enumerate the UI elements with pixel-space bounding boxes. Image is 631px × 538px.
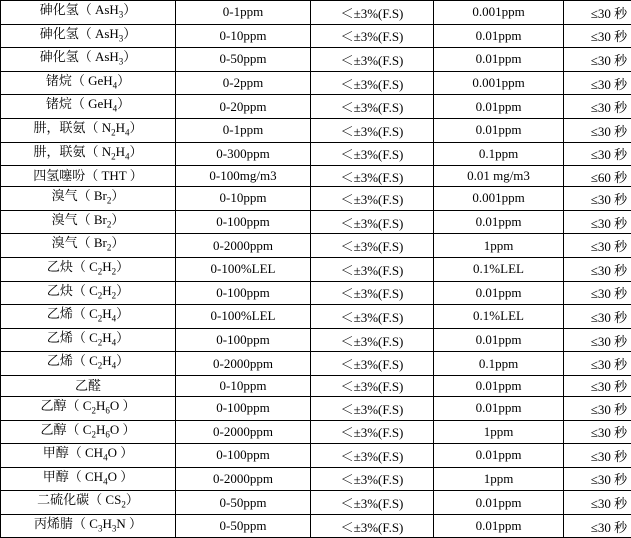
cell-measuring-range: 0-10ppm xyxy=(176,375,311,396)
cell-gas-name: 溴气（ $Br_2$） xyxy=(1,187,176,211)
cell-response-time: ≤30 秒 xyxy=(564,420,631,444)
cell-resolution: 0.01 mg/m3 xyxy=(434,166,564,187)
cell-resolution: 0.01ppm xyxy=(434,375,564,396)
cell-gas-name: 乙烯（ $C_2H_4$） xyxy=(1,352,176,376)
table-row xyxy=(1,281,631,305)
cell-measuring-range: 0-50ppm xyxy=(176,514,311,538)
cell-measuring-range: 0-100%LEL xyxy=(176,257,311,281)
cell-gas-name: 肼，联氨（ $N_2H_4$） xyxy=(1,142,176,166)
table-row xyxy=(1,352,631,376)
cell-measuring-range: 0-2000ppm xyxy=(176,420,311,444)
cell-measuring-range: 0-100ppm xyxy=(176,328,311,352)
cell-resolution: 0.01ppm xyxy=(434,514,564,538)
table-row xyxy=(1,514,631,538)
cell-resolution: 0.1%LEL xyxy=(434,305,564,329)
cell-resolution: 0.01ppm xyxy=(434,48,564,72)
cell-gas-name: 砷化氢（ AsH$_3$） xyxy=(1,24,176,48)
table-row xyxy=(1,328,631,352)
cell-measuring-range: 0-100ppm xyxy=(176,210,311,234)
cell-gas-name: 乙醇（ $C_2H_6O$ ） xyxy=(1,396,176,420)
cell-gas-name: 丙烯腈（ $C_3H_3N$ ） xyxy=(1,514,176,538)
cell-accuracy: ＜±3%(F.S) xyxy=(311,71,434,95)
cell-accuracy: ＜±3%(F.S) xyxy=(311,24,434,48)
cell-measuring-range: 0-100mg/m3 xyxy=(176,166,311,187)
table-row xyxy=(1,95,631,119)
cell-resolution: 1ppm xyxy=(434,420,564,444)
cell-resolution: 0.01ppm xyxy=(434,396,564,420)
cell-accuracy: ＜±3%(F.S) xyxy=(311,328,434,352)
cell-resolution: 0.001ppm xyxy=(434,187,564,211)
cell-response-time: ≤60 秒 xyxy=(564,166,631,187)
cell-accuracy: ＜±3%(F.S) xyxy=(311,48,434,72)
cell-response-time: ≤30 秒 xyxy=(564,71,631,95)
cell-accuracy: ＜±3%(F.S) xyxy=(311,187,434,211)
table-row xyxy=(1,1,631,25)
cell-response-time: ≤30 秒 xyxy=(564,95,631,119)
cell-accuracy: ＜±3%(F.S) xyxy=(311,420,434,444)
cell-measuring-range: 0-2000ppm xyxy=(176,467,311,491)
table-row xyxy=(1,257,631,281)
cell-gas-name: 甲醇（ $CH_4O$ ） xyxy=(1,444,176,468)
cell-gas-name: 乙炔（ $C_2H_2$） xyxy=(1,257,176,281)
cell-gas-name: 锗烷（ GeH$_4$） xyxy=(1,71,176,95)
cell-resolution: 0.01ppm xyxy=(434,491,564,515)
table-row xyxy=(1,210,631,234)
cell-gas-name: 乙醛 xyxy=(1,375,176,396)
cell-accuracy: ＜±3%(F.S) xyxy=(311,118,434,142)
cell-response-time: ≤30 秒 xyxy=(564,234,631,258)
cell-measuring-range: 0-10ppm xyxy=(176,187,311,211)
cell-measuring-range: 0-50ppm xyxy=(176,491,311,515)
cell-measuring-range: 0-10ppm xyxy=(176,24,311,48)
cell-accuracy: ＜±3%(F.S) xyxy=(311,514,434,538)
cell-response-time: ≤30 秒 xyxy=(564,444,631,468)
cell-accuracy: ＜±3%(F.S) xyxy=(311,257,434,281)
table-row xyxy=(1,305,631,329)
cell-resolution: 0.01ppm xyxy=(434,444,564,468)
cell-resolution: 0.01ppm xyxy=(434,95,564,119)
cell-response-time: ≤30 秒 xyxy=(564,352,631,376)
cell-gas-name: 肼，联氨（ $N_2H_4$） xyxy=(1,118,176,142)
cell-gas-name: 乙醇（ $C_2H_6O$ ） xyxy=(1,420,176,444)
cell-response-time: ≤30 秒 xyxy=(564,281,631,305)
cell-measuring-range: 0-2000ppm xyxy=(176,234,311,258)
cell-measuring-range: 0-100ppm xyxy=(176,444,311,468)
cell-response-time: ≤30 秒 xyxy=(564,187,631,211)
cell-accuracy: ＜±3%(F.S) xyxy=(311,352,434,376)
cell-measuring-range: 0-1ppm xyxy=(176,118,311,142)
cell-gas-name: 乙炔（ $C_2H_2$） xyxy=(1,281,176,305)
cell-measuring-range: 0-100%LEL xyxy=(176,305,311,329)
cell-response-time: ≤30 秒 xyxy=(564,514,631,538)
cell-measuring-range: 0-20ppm xyxy=(176,95,311,119)
cell-response-time: ≤30 秒 xyxy=(564,375,631,396)
cell-gas-name: 锗烷（ GeH$_4$） xyxy=(1,95,176,119)
cell-accuracy: ＜±3%(F.S) xyxy=(311,375,434,396)
cell-response-time: ≤30 秒 xyxy=(564,467,631,491)
cell-resolution: 1ppm xyxy=(434,467,564,491)
cell-resolution: 0.01ppm xyxy=(434,24,564,48)
cell-response-time: ≤30 秒 xyxy=(564,328,631,352)
table-row xyxy=(1,166,631,187)
cell-accuracy: ＜±3%(F.S) xyxy=(311,142,434,166)
cell-response-time: ≤30 秒 xyxy=(564,48,631,72)
cell-resolution: 0.1%LEL xyxy=(434,257,564,281)
cell-resolution: 0.1ppm xyxy=(434,142,564,166)
cell-gas-name: 乙烯（ $C_2H_4$） xyxy=(1,328,176,352)
cell-gas-name: 溴气（ $Br_2$） xyxy=(1,210,176,234)
cell-measuring-range: 0-2000ppm xyxy=(176,352,311,376)
table-row xyxy=(1,396,631,420)
table-row xyxy=(1,491,631,515)
cell-measuring-range: 0-100ppm xyxy=(176,281,311,305)
cell-resolution: 0.01ppm xyxy=(434,210,564,234)
cell-measuring-range: 0-100ppm xyxy=(176,396,311,420)
cell-measuring-range: 0-2ppm xyxy=(176,71,311,95)
table-row xyxy=(1,375,631,396)
cell-resolution: 0.01ppm xyxy=(434,328,564,352)
cell-response-time: ≤30 秒 xyxy=(564,118,631,142)
cell-response-time: ≤30 秒 xyxy=(564,257,631,281)
cell-measuring-range: 0-300ppm xyxy=(176,142,311,166)
cell-resolution: 0.1ppm xyxy=(434,352,564,376)
cell-response-time: ≤30 秒 xyxy=(564,305,631,329)
cell-accuracy: ＜±3%(F.S) xyxy=(311,166,434,187)
cell-accuracy: ＜±3%(F.S) xyxy=(311,95,434,119)
cell-response-time: ≤30 秒 xyxy=(564,142,631,166)
cell-gas-name: 二硫化碳（ $CS_2$） xyxy=(1,491,176,515)
cell-accuracy: ＜±3%(F.S) xyxy=(311,491,434,515)
cell-measuring-range: 0-50ppm xyxy=(176,48,311,72)
table-row xyxy=(1,71,631,95)
cell-resolution: 0.01ppm xyxy=(434,281,564,305)
cell-gas-name: 甲醇（ $CH_4O$ ） xyxy=(1,467,176,491)
cell-gas-name: 乙烯（ $C_2H_4$） xyxy=(1,305,176,329)
cell-gas-name: 四氢噻吩（ THT ） xyxy=(1,166,176,187)
table-row xyxy=(1,142,631,166)
table-row xyxy=(1,420,631,444)
table-row xyxy=(1,444,631,468)
cell-gas-name: 溴气（ $Br_2$） xyxy=(1,234,176,258)
cell-response-time: ≤30 秒 xyxy=(564,24,631,48)
cell-gas-name: 砷化氢（ AsH$_3$） xyxy=(1,48,176,72)
cell-response-time: ≤30 秒 xyxy=(564,210,631,234)
cell-accuracy: ＜±3%(F.S) xyxy=(311,1,434,25)
cell-gas-name: 砷化氢（ AsH$_3$） xyxy=(1,1,176,25)
table-row xyxy=(1,48,631,72)
table-row xyxy=(1,467,631,491)
cell-resolution: 0.001ppm xyxy=(434,1,564,25)
cell-accuracy: ＜±3%(F.S) xyxy=(311,281,434,305)
cell-response-time: ≤30 秒 xyxy=(564,1,631,25)
table-row xyxy=(1,24,631,48)
cell-measuring-range: 0-1ppm xyxy=(176,1,311,25)
cell-accuracy: ＜±3%(F.S) xyxy=(311,210,434,234)
table-body xyxy=(1,1,631,538)
cell-resolution: 1ppm xyxy=(434,234,564,258)
cell-resolution: 0.01ppm xyxy=(434,118,564,142)
table-row xyxy=(1,234,631,258)
cell-accuracy: ＜±3%(F.S) xyxy=(311,234,434,258)
cell-accuracy: ＜±3%(F.S) xyxy=(311,305,434,329)
cell-response-time: ≤30 秒 xyxy=(564,491,631,515)
cell-resolution: 0.001ppm xyxy=(434,71,564,95)
cell-response-time: ≤30 秒 xyxy=(564,396,631,420)
cell-accuracy: ＜±3%(F.S) xyxy=(311,444,434,468)
cell-accuracy: ＜±3%(F.S) xyxy=(311,467,434,491)
table-row xyxy=(1,118,631,142)
table-row xyxy=(1,187,631,211)
cell-accuracy: ＜±3%(F.S) xyxy=(311,396,434,420)
